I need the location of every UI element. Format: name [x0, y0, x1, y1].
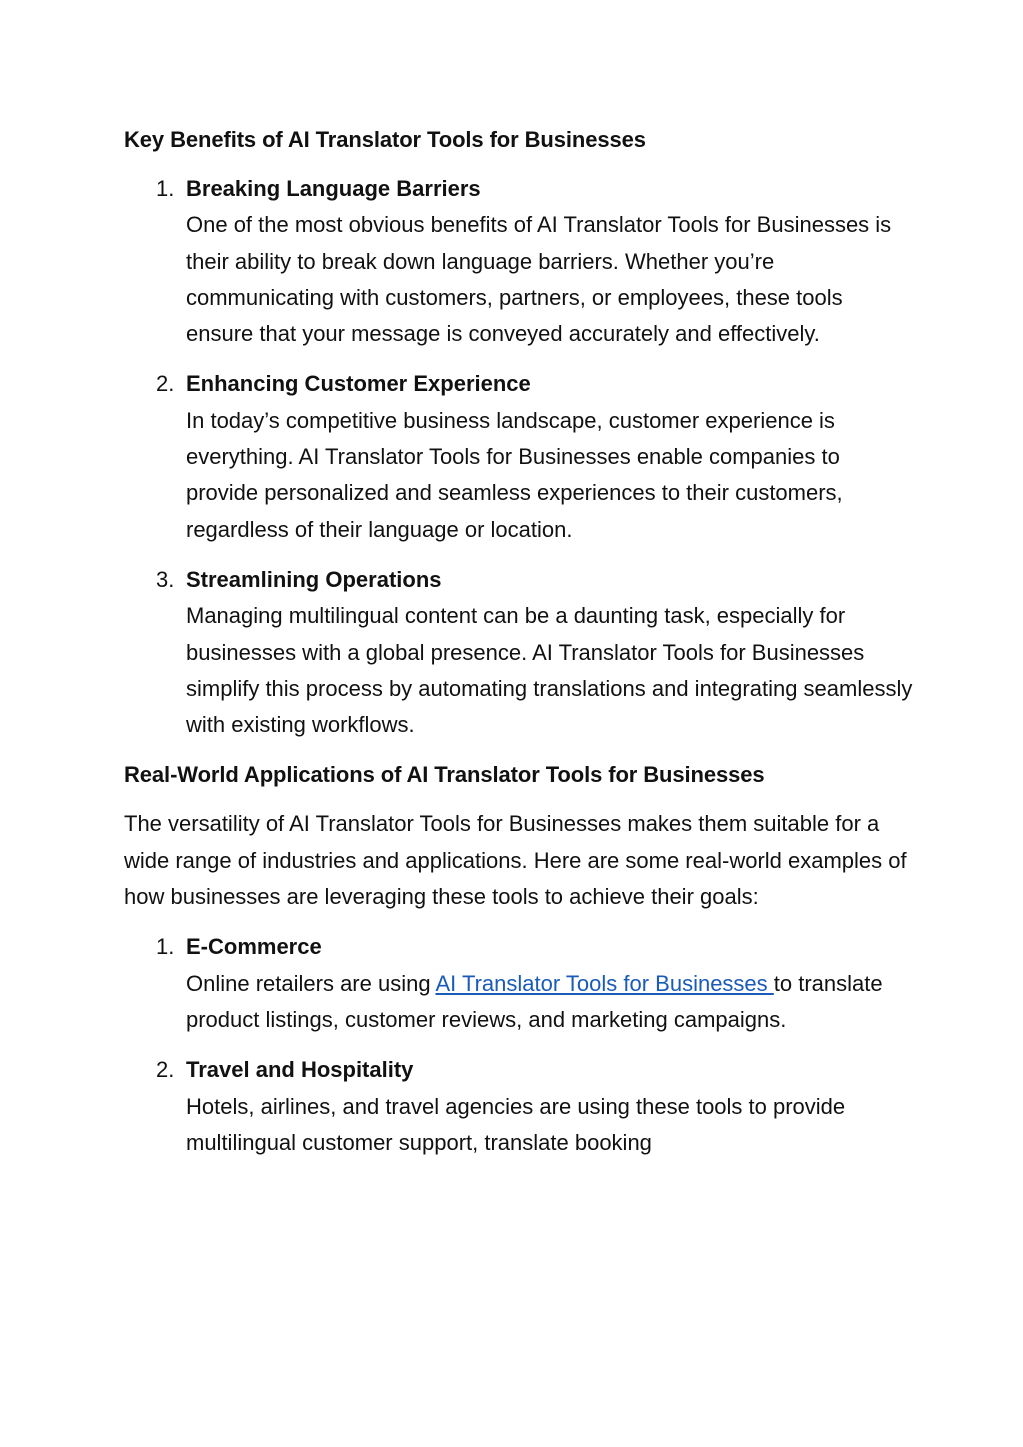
list-item — [124, 366, 914, 547]
list-item-text: In today’s competitive business landscape, customer experience is everything. AI Translator Tools for Businesses enable companies to provide personalized and seamless experiences to their customers, regardless of their language or location. — [186, 407, 843, 542]
list-item-number: 2. — [156, 1057, 175, 1083]
list-item — [124, 1052, 914, 1161]
list-item — [124, 562, 914, 743]
section-heading-applications: Real-World Applications of AI Translator Tools for Businesses — [124, 762, 765, 788]
benefits-list — [124, 171, 914, 743]
ai-translator-tools-link[interactable]: AI Translator Tools for Businesses — [435, 970, 774, 996]
list-item-number: 3. — [156, 566, 175, 592]
list-item — [124, 929, 914, 1038]
intro-paragraph: The versatility of AI Translator Tools for Businesses makes them suitable for a wide range of industries and applications. Here are some real-world examples of how businesses are leveraging these tools to achieve their goals: — [124, 811, 907, 910]
text-before-link: Online retailers are using — [186, 970, 436, 996]
list-item-title: E-Commerce — [186, 934, 322, 960]
list-item-title: Streamlining Operations — [186, 566, 442, 592]
list-item-text: One of the most obvious benefits of AI Translator Tools for Businesses is their ability to break down language barriers. Whether you’re communicating with customers, partners, or employees, these tools ensure that your message is conveyed accurately and effectively. — [186, 212, 892, 347]
document-page — [124, 122, 914, 1175]
list-item — [124, 171, 914, 352]
list-item-number: 1. — [156, 176, 175, 201]
list-item-title: Breaking Language Barriers — [186, 176, 481, 201]
list-item-text: Hotels, airlines, and travel agencies are using these tools to provide multilingual customer support, translate booking — [186, 1093, 846, 1155]
list-item-title: Travel and Hospitality — [186, 1057, 414, 1083]
text-after-link: to translate product listings, customer reviews, and marketing campaigns. — [186, 970, 883, 1032]
section-heading-key-benefits: Key Benefits of AI Translator Tools for Businesses — [124, 127, 646, 152]
list-item-title: Enhancing Customer Experience — [186, 371, 531, 397]
applications-list — [124, 929, 914, 1161]
list-item-text: Managing multilingual content can be a daunting task, especially for businesses with a global presence. AI Translator Tools for Businesses simplify this process by automating translations and integrating seamlessly with existing workflows. — [186, 603, 913, 738]
list-item-text — [186, 966, 914, 1039]
list-item-number: 2. — [156, 371, 175, 397]
list-item-number: 1. — [156, 934, 175, 960]
